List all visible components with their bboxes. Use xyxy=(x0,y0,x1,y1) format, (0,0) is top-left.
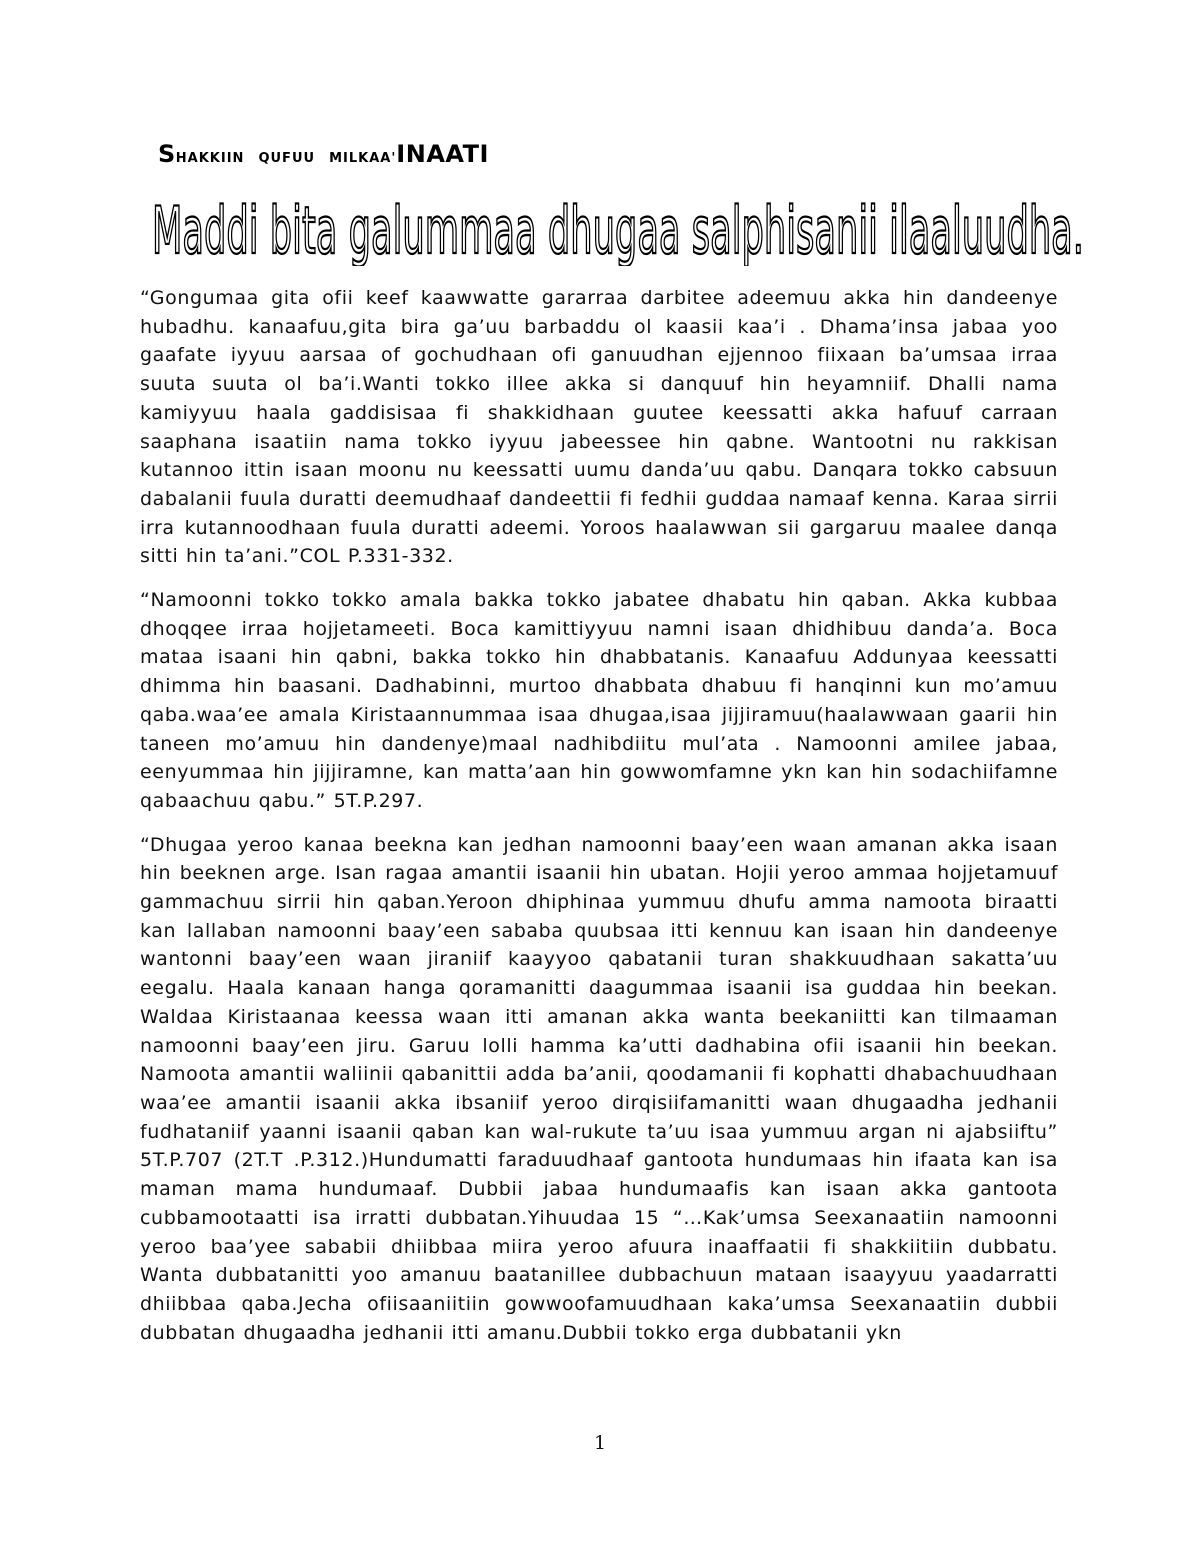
wordart-title-svg xyxy=(152,186,1092,266)
paragraph-1: “Gongumaa gita ofii keef kaawwatte gararraa darbitee adeemuu akka hin dandeenye hubadhu. kanaafuu,gita bira ga’uu barbaddu ol kaasii kaa’i . Dhama’insa jabaa yoo gaafate iyyuu aarsaa of gochudhaan ofi ganuudhan ejjennoo fiixaan ba’umsaa irraa suuta suuta ol ba’i.Wanti tokko illee akka si danquuf hin heyamniif. Dhalli nama kamiyyuu haala gaddisisaa fi shakkidhaan guutee keessatti akka hafuuf carraan saaphana isaatiin nama tokko iyyuu jabeessee hin qabne. Wantootni nu rakkisan kutannoo ittin isaan moonu nu keessatti uumu danda’uu qabu. Danqara tokko cabsuun dabalanii fuula duratti deemudhaaf dandeettii fi fedhii guddaa namaaf kenna. Karaa sirrii irra kutannoodhaan fuula duratti adeemi. Yoroos haalawwan sii gargaruu maalee danqa sitti hin ta’ani.”COL P.331-332. xyxy=(140,287,1058,568)
heading-part1-small: HAKKIIN xyxy=(175,151,245,166)
wordart-title-text: Maddi bita galummaa dhugaa salphisanii ilaaluudha. xyxy=(152,192,1084,266)
heading-part3-small: MILKAA' xyxy=(329,151,397,166)
body-text xyxy=(140,284,1058,1362)
section-heading xyxy=(158,140,489,168)
heading-part1-big: S xyxy=(158,140,176,168)
heading-part3-big: INAATI xyxy=(396,140,489,168)
paragraph-3: “Dhugaa yeroo kanaa beekna kan jedhan namoonni baay’een waan amanan akka isaan hin beeknen arge. Isan ragaa amantii isaanii hin ubatan. Hojii yeroo ammaa hojjetamuuf gammachuu sirrii hin qaban.Yeroon dhiphinaa yummuu dhufu amma namoota biraatti kan lallaban namoonni baay’een sababa quubsaa itti kennuu kan isaan hin dandeenye wantonni baay’een waan jiraniif kaayyoo qabatanii turan shakkuudhaan sakatta’uu eegalu. Haala kanaan hanga qoramanitti daagummaa isaanii isa guddaa hin beekan. Waldaa Kiristaanaa keessa waan itti amanan akka wanta beekaniitti kan tilmaaman namoonni baay’een jiru. Garuu lolli hamma ka’utti dadhabina ofii isaanii hin beekan. Namoota amantii waliinii qabanittii adda ba’anii, qoodamanii fi kophatti dhabachuudhaan waa’ee amantii isaanii akka ibsaniif yeroo dirqisiifamanitti waan dhugaadha jedhanii fudhataniif yaanni isaanii qaban kan wal-rukute ta’uu isaa yummuu argan ni ajabsiiftu” 5T.P.707 (2T.T .P.312.)Hundumatti faraduudhaaf gantoota hundumaas hin ifaata kan isa maman mama hundumaaf. Dubbii jabaa hundumaafis kan isaan akka gantoota cubbamootaatti isa irratti dubbatan.Yihuudaa 15 “…Kak’umsa Seexanaatiin namoonni yeroo baa’yee sababii dhiibbaa miira yeroo afuura inaaffaatii fi shakkiitiin dubbatu. Wanta dubbatanitti yoo amanuu baatanillee dubbachuun mataan isaayyuu yaadarratti dhiibbaa qaba.Jecha ofiisaaniitiin gowwoofamuudhaan kaka’umsa Seexanaatiin dubbii dubbatan dhugaadha jedhanii itti amanu.Dubbii tokko erga dubbatanii ykn xyxy=(140,833,1058,1344)
page-number: 1 xyxy=(593,1432,607,1454)
wordart-title xyxy=(152,186,1092,266)
heading-part2: QUFUU xyxy=(258,151,316,166)
paragraph-2: “Namoonni tokko tokko amala bakka tokko jabatee dhabatu hin qaban. Akka kubbaa dhoqqee irraa hojjetameeti. Boca kamittiyyuu namni isaan dhidhibuu danda’a. Boca mataa isaani hin qabni, bakka tokko hin dhabbatanis. Kanaafuu Addunyaa keessatti dhimma hin baasani. Dadhabinni, murtoo dhabbata dhabuu fi hanqinni kun mo’amuu qaba.waa’ee amala Kiristaannummaa isaa dhugaa,isaa jijjiramuu(haalawwaan gaarii hin taneen mo’amuu hin dandenye)maal nadhibdiitu mul’ata . Namoonni amilee jabaa, eenyummaa hin jijjiramne, kan matta’aan hin gowwomfamne ykn kan hin sodachiifamne qabaachuu qabu.” 5T.P.297. xyxy=(140,589,1058,812)
